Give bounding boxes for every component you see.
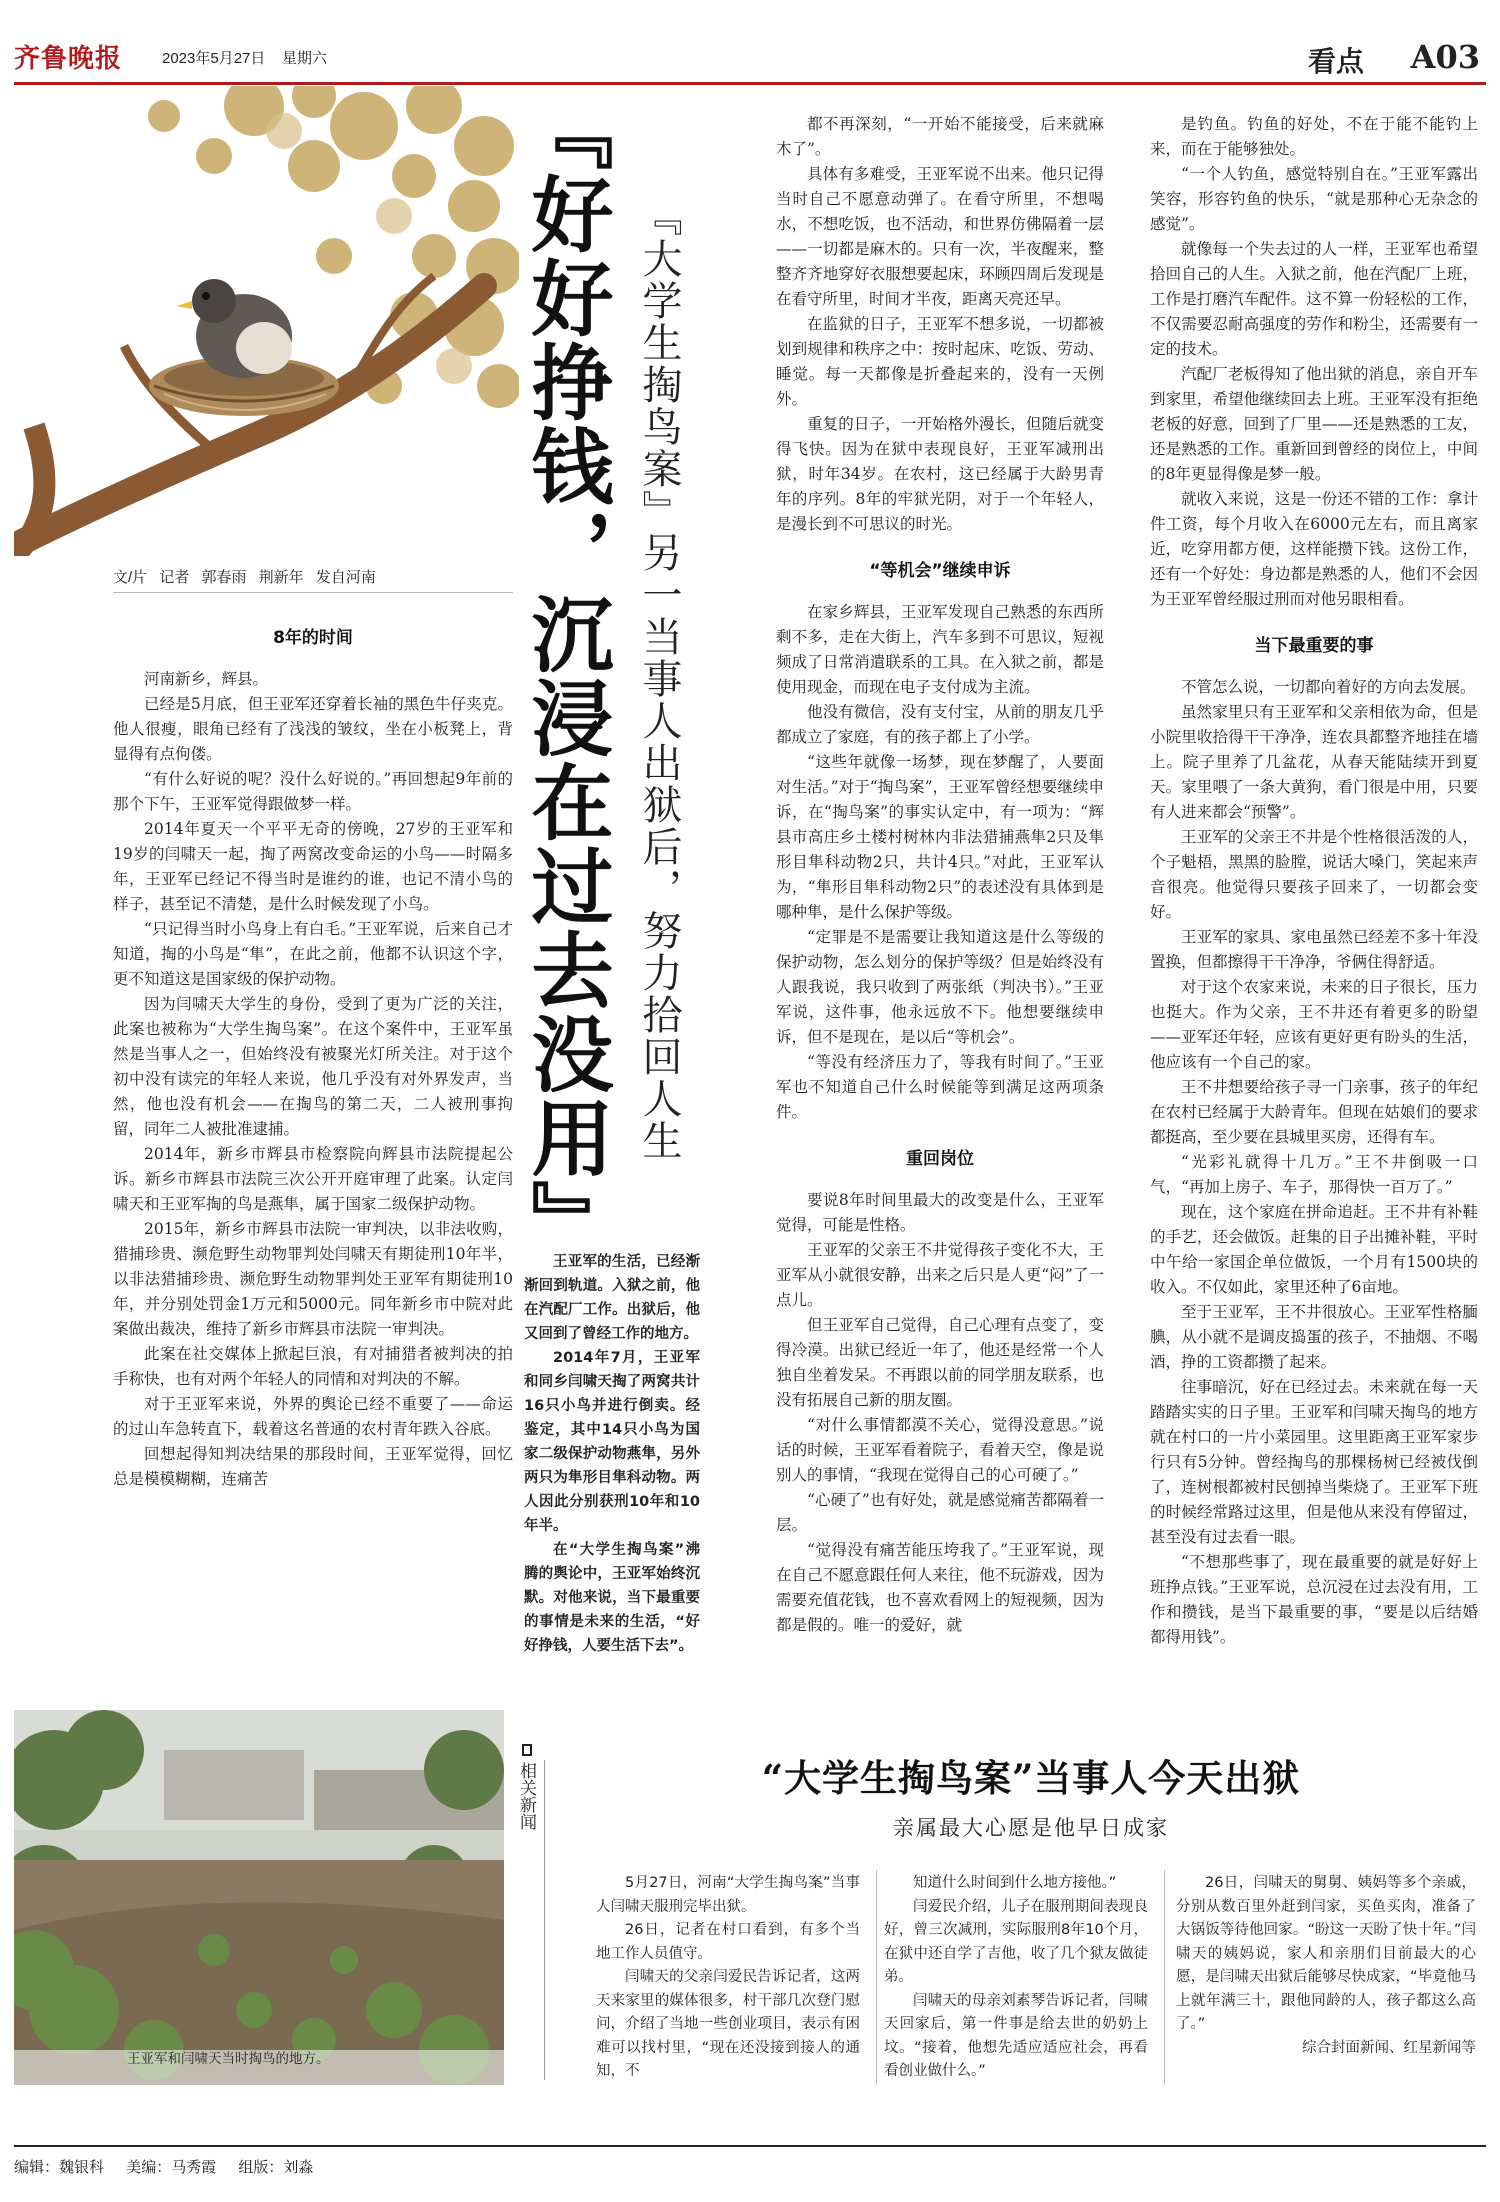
byline-rule: [113, 592, 513, 593]
subheadline: 『大学生掏鸟案』另一当事人出狱后，努力拾回人生: [636, 196, 682, 1162]
paragraph: “一个人钓鱼，感觉特别自在。”王亚军露出笑容，形容钓鱼的快乐，“就是那种心无杂念的感觉”。: [1150, 165, 1478, 233]
column-body: [1176, 1872, 1476, 2037]
paragraph: 王亚军的父亲王不井是个性格很活泼的人，个子魁梧，黑黑的脸膛，说话大嗓门，笑起来声音很亮。他觉得只要孩子回来了，一切都会变好。: [1150, 828, 1478, 921]
paragraph: 2014年夏天一个平平无奇的傍晚，27岁的王亚军和19岁的闫啸天一起，掏了两窝改变命运的小鸟——时隔多年，王亚军已经记不得当时是谁约的谁，也记不清小鸟的样子，甚至记不清楚，是什么时候发现了小鸟。: [113, 820, 513, 913]
paragraph: 王不井想要给孩子寻一门亲事，孩子的年纪在农村已经属于大龄青年。但现在姑娘们的要求都挺高，至少要在县城里买房，还得有车。: [1150, 1078, 1478, 1146]
paragraph: 回想起得知判决结果的那段时间，王亚军觉得，回忆总是模模糊糊，连痛苦: [113, 1445, 513, 1488]
paragraph: 往事暗沉，好在已经过去。未来就在每一天踏踏实实的日子里。王亚军和闫啸天掏鸟的地方就在村口的一片小菜园里。这里距离王亚军家步行只有5分钟。曾经掏鸟的那棵杨树已经被伐倒了，连树根都被村民刨掉当柴烧了。王亚军下班的时候经常路过这里，但是他从来没有停留过，甚至没有过去看一眼。: [1150, 1378, 1478, 1546]
paragraph: 不管怎么说，一切都向着好的方向去发展。: [1181, 678, 1476, 696]
paragraph: “对什么事情都漠不关心，觉得没意思。”说话的时候，王亚军看着院子，看着天空，像是说别人的事情，“我现在觉得自己的心可硬了。”: [776, 1416, 1104, 1484]
page-number: A03: [1410, 38, 1480, 76]
paragraph: 虽然家里只有王亚军和父亲相依为命，但是小院里收拾得干干净净，连农具都整齐地挂在墙上。院子里养了几盆花，从春天能陆续开到夏天。家里喂了一条大黄狗，看门很是中用，只要有人进来都会“预警”。: [1150, 703, 1478, 821]
paragraph: 王亚军的父亲王不井觉得孩子变化不大，王亚军从小就很安静，出来之后只是人更“闷”了一点儿。: [776, 1241, 1104, 1309]
related-column-3: [1176, 1872, 1476, 2060]
paragraph: 要说8年时间里最大的改变是什么，王亚军觉得，可能是性格。: [776, 1191, 1104, 1234]
related-subtitle: 亲属最大心愿是他早日成家: [893, 1816, 1169, 1840]
paragraph: 知道什么时间到什么地方接他。”: [913, 1875, 1117, 1891]
headline: 『好好挣钱，沉浸在过去没用』: [518, 88, 614, 1264]
column-body: [1150, 675, 1478, 1650]
paragraph: “这些年就像一场梦，现在梦醒了，人要面对生活。”对于“掏鸟案”，王亚军曾经想要继续申诉，在“掏鸟案”的事实认定中，有一项为：“辉县市高庄乡土楼村树林内非法猎捕燕隼2只及隼形目隼科动物2只，共计4只。”对此，王亚军认为，“隼形目隼科动物2只”的表述没有具体到是哪种隼，是什么保护等级。: [776, 753, 1104, 921]
column-body: [1150, 112, 1478, 612]
paragraph: “只记得当时小鸟身上有白毛。”王亚军说，后来自己才知道，掏的小鸟是“隼”，在此之前，他都不认识这个字，更不知道这是国家级的保护动物。: [113, 920, 513, 988]
paragraph: 此案在社交媒体上掀起巨浪，有对捕猎者被判决的拍手称快，也有对两个年轻人的同情和对判决的不解。: [113, 1345, 513, 1388]
paragraph: 2014年7月，王亚军和同乡闫啸天掏了两窝共计16只小鸟并进行倒卖。经鉴定，其中14只小鸟为国家二级保护动物燕隼，另外两只为隼形目隼科动物。两人因此分别获刑10年和10年半。: [524, 1350, 700, 1534]
bird-nest-illustration: [14, 86, 519, 556]
paragraph: 26日，记者在村口看到，有多个当地工作人员值守。: [596, 1922, 860, 1962]
related-column-1: [596, 1872, 860, 2084]
paragraph: 王亚军的生活，已经渐渐回到轨道。入狱之前，他在汽配厂工作。出狱后，他又回到了曾经工作的地方。: [524, 1254, 700, 1342]
paragraph: 汽配厂老板得知了他出狱的消息，亲自开车到家里，希望他继续回去上班。王亚军没有拒绝老板的好意，回到了厂里——还是熟悉的工友，还是熟悉的工作。重新回到曾经的岗位上，中间的8年更显得像是梦一般。: [1150, 365, 1478, 483]
bird-nest-graphic: [14, 86, 519, 556]
related-news-tag: 相关新闻: [516, 1762, 536, 1830]
section-heading: “等机会”继续申诉: [869, 561, 1011, 581]
editor-credit: 编辑：魏银科: [14, 2159, 105, 2176]
paragraph: 在家乡辉县，王亚军发现自己熟悉的东西所剩不多，走在大街上，汽车多到不可思议，短视频成了日常消遣联系的工具。在入狱之前，都是使用现金，而现在电子支付成为主流。: [776, 603, 1104, 696]
paragraph: 26日，闫啸天的舅舅、姨妈等多个亲戚，分别从数百里外赶到闫家，买鱼买肉，准备了大锅饭等待他回家。“盼这一天盼了快十年。”闫啸天的姨妈说，家人和亲朋们目前最大的心愿，是闫啸天出狱后能够尽快成家，“毕竟他马上就年满三十，跟他同龄的人，孩子都这么高了。”: [1176, 1875, 1476, 2032]
publication-weekday: 星期六: [282, 50, 328, 67]
paragraph: “有什么好说的呢？没什么好说的。”再回想起9年前的那个下午，王亚军觉得跟做梦一样。: [113, 770, 513, 813]
top-rule: [14, 82, 1486, 85]
related-divider: [544, 1760, 545, 2080]
paragraph: 重复的日子，一开始格外漫长，但随后就变得飞快。因为在狱中表现良好，王亚军减刑出狱，时年34岁。在农村，这已经属于大龄男青年的序列。8年的牢狱光阴，对于一个年轻人，是漫长到不可思议的时光。: [776, 415, 1104, 533]
article-column-4: [1150, 112, 1478, 1650]
paragraph: 因为闫啸天大学生的身份，受到了更为广泛的关注，此案也被称为“大学生掏鸟案”。在这个案件中，王亚军虽然是当事人之一，但始终没有被聚光灯所关注。对于这个初中没有读完的年轻人来说，他几乎没有对外界发声，当然，他也没有机会——在掏鸟的第二天，二人被刑事拘留，同年二人被批准逮捕。: [113, 995, 513, 1138]
lead-summary: [524, 1250, 700, 1658]
paragraph: 现在，这个家庭在拼命追赶。王不井有补鞋的手艺，还会做饭。赶集的日子出摊补鞋，平时中午给一家国企单位做饭，一个月有1500块的收入。不仅如此，家里还种了6亩地。: [1150, 1203, 1478, 1296]
paragraph: 是钓鱼。钓鱼的好处，不在于能不能钓上来，而在于能够独处。: [1150, 115, 1478, 158]
related-credit: 综合封面新闻、红星新闻等: [1302, 2039, 1476, 2056]
page-footer: [14, 2156, 327, 2177]
paragraph: 但王亚军自己觉得，自己心理有点变了，变得冷漠。出狱已经近一年了，他还是经常一个人独自坐着发呆。不再跟以前的同学朋友联系，也没有拓展自己新的朋友圈。: [776, 1316, 1104, 1409]
publication-date: 2023年5月27日: [162, 50, 266, 67]
paragraph: “光彩礼就得十几万。”王不井倒吸一口气，“再加上房子、车子，那得快一百万了。”: [1150, 1153, 1478, 1196]
related-column-2: [884, 1872, 1148, 2084]
paragraph: 闫啸天的父亲闫爱民告诉记者，这两天来家里的媒体很多，村干部几次登门慰问，介绍了当地一些创业项目，表示有困难可以找村里，“现在还没接到接人的通知，不: [596, 1969, 860, 2079]
paragraph: 具体有多难受，王亚军说不出来。他只记得当时自己不愿意动弹了。在看守所里，不想喝水，不想吃饭，也不活动，和世界仿佛隔着一层——一切都是麻木的。只有一次，半夜醒来，整整齐齐地穿好衣服想要起床，环顾四周后发现是在看守所里，时间才半夜，距离天亮还早。: [776, 165, 1104, 308]
paragraph: 就收入来说，这是一份还不错的工作：拿计件工资，每个月收入在6000元左右，而且离家近，吃穿用都方便，这样能攒下钱。这份工作，还有一个好处：身边都是熟悉的人，他们不会因为王亚军曾经服过刑而对他另眼相看。: [1150, 490, 1478, 608]
paragraph: 王亚军的家具、家电虽然已经差不多十年没置换，但都擦得干干净净，爷俩住得舒适。: [1150, 928, 1478, 971]
section-heading: 重回岗位: [906, 1149, 974, 1169]
paragraph: 河南新乡，辉县。: [144, 670, 269, 688]
column-body: [776, 112, 1104, 537]
paragraph: 都不再深刻，“一开始不能接受，后来就麻木了”。: [776, 115, 1104, 158]
paragraph: 他没有微信，没有支付宝，从前的朋友几乎都成立了家庭，有的孩子都上了小学。: [776, 703, 1104, 746]
paragraph: 已经是5月底，但王亚军还穿着长袖的黑色牛仔夹克。他人很瘦，眼角已经有了浅浅的皱纹，坐在小板凳上，背显得有点佝偻。: [113, 695, 513, 763]
related-tag-box-icon: [522, 1744, 532, 1756]
paragraph: 闫啸天的母亲刘素琴告诉记者，闫啸天回家后，第一件事是给去世的奶奶上坟。“接着，他想先适应适应社会，再看看创业做什么。”: [884, 1992, 1148, 2079]
paragraph: 在“大学生掏鸟案”沸腾的舆论中，王亚军始终沉默。对他来说，当下最重要的事情是未来的生活，“好好挣钱，人要生活下去”。: [524, 1542, 700, 1654]
section-name: 看点: [1307, 45, 1364, 78]
paragraph: “觉得没有痛苦能压垮我了。”王亚军说，现在自己不愿意跟任何人来往，他不玩游戏，因为需要充值花钱，也不喜欢看网上的短视频，因为都是假的。唯一的爱好，就: [776, 1541, 1104, 1634]
article-column-3: [776, 112, 1104, 1638]
paragraph: “不想那些事了，现在最重要的就是好好上班挣点钱。”王亚军说，总沉浸在过去没有用，工作和攒钱，是当下最重要的事，“要是以后结婚都得用钱”。: [1150, 1553, 1478, 1646]
related-title: “大学生掏鸟案”当事人今天出狱: [761, 1756, 1301, 1800]
paragraph: 闫爱民介绍，儿子在服刑期间表现良好，曾三次减刑，实际服刑8年10个月，在狱中还自学了吉他，收了几个狱友做徒弟。: [884, 1898, 1148, 1985]
paragraph: 对于王亚军来说，外界的舆论已经不重要了——命运的过山车急转直下，载着这名普通的农村青年跌入谷底。: [113, 1395, 513, 1438]
paragraph: 至于王亚军，王不井很放心。王亚军性格腼腆，从小就不是调皮捣蛋的孩子，不抽烟、不喝酒，挣的工资都攒了起来。: [1150, 1303, 1478, 1371]
bottom-rule: [14, 2145, 1486, 2147]
column-body: [776, 600, 1104, 1125]
paragraph: 在监狱的日子，王亚军不想多说，一切都被划到规律和秩序之中：按时起床、吃饭、劳动、睡觉。每一天都像是折叠起来的，没有一天例外。: [776, 315, 1104, 408]
paragraph: “心硬了”也有好处，就是感觉痛苦都隔着一层。: [776, 1491, 1104, 1534]
related-column-divider: [1164, 1870, 1165, 2085]
paragraph: 2015年，新乡市辉县市法院一审判决，以非法收购，猎捕珍贵、濒危野生动物罪判处闫啸天有期徒刑10年半，以非法猎捕珍贵、濒危野生动物罪判处王亚军有期徒刑10年，并分别处罚金1万元和5000元。同年新乡市中院对此案做出裁决，维持了新乡市辉县市法院一审判决。: [113, 1220, 513, 1338]
designer-credit: 美编：马秀霞: [126, 2159, 217, 2176]
column-body: [776, 1188, 1104, 1638]
paragraph: 对于这个农家来说，未来的日子很长，压力也挺大。作为父亲，王不井还有着更多的盼望——亚军还年轻，应该有更好更有盼头的生活，他应该有一个自己的家。: [1150, 978, 1478, 1071]
paragraph: 5月27日，河南“大学生掏鸟案”当事人闫啸天服刑完毕出狱。: [596, 1875, 860, 1915]
section-heading: 8年的时间: [273, 628, 353, 648]
garden-photo-graphic: [14, 1710, 504, 2085]
article-column-1: [113, 600, 513, 1492]
masthead: [14, 38, 1484, 78]
photo-caption: 王亚军和闫啸天当时掏鸟的地方。: [127, 2051, 330, 2066]
paragraph: 就像每一个失去过的人一样，王亚军也希望拾回自己的人生。入狱之前，他在汽配厂上班，工作是打磨汽车配件。这不算一份轻松的工作，不仅需要忍耐高强度的劳作和粉尘，还需要有一定的技术。: [1150, 240, 1478, 358]
column-body: [113, 667, 513, 1492]
related-column-divider: [876, 1870, 877, 2085]
paragraph: 2014年，新乡市辉县市检察院向辉县市法院提起公诉。新乡市辉县市法院三次公开开庭审理了此案。认定闫啸天和王亚军掏的鸟是燕隼，属于国家二级保护动物。: [113, 1145, 513, 1213]
section-heading: 当下最重要的事: [1254, 636, 1374, 656]
garden-photo: [14, 1710, 504, 2085]
layout-credit: 组版：刘淼: [238, 2159, 314, 2176]
byline: 文/片 记者 郭春雨 荆新年 发自河南: [113, 569, 376, 586]
paragraph: “定罪是不是需要让我知道这是什么等级的保护动物，怎么划分的保护等级？但是始终没有人跟我说，我只收到了两张纸（判决书）。”王亚军说，这件事，他永远放不下。他想要继续申诉，但不是现在，是以后“等机会”。: [776, 928, 1104, 1046]
paragraph: “等没有经济压力了，等我有时间了。”王亚军也不知道自己什么时候能等到满足这两项条件。: [776, 1053, 1104, 1121]
newspaper-logo: 齐鲁晚报: [14, 44, 123, 74]
